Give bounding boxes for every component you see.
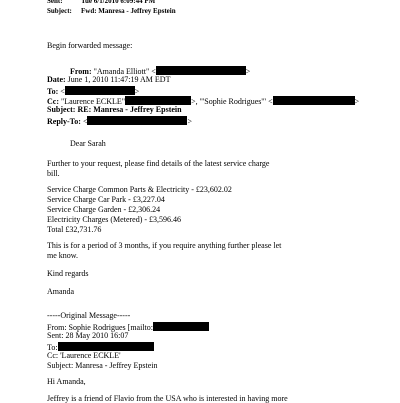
paragraph-line: Further to your request, please find details of the latest service charge [47, 159, 270, 168]
subject-value: Fwd: Manresa - Jeffrey Epstein [81, 7, 176, 15]
original-body-line: Jeffrey is a friend of Flavio from the USA who is interested in having more [47, 394, 288, 403]
fwd-date-row [47, 76, 170, 84]
fwd-cc-tail: > [354, 97, 360, 106]
fwd-replyto-row [47, 116, 192, 126]
greeting: Dear Sarah [70, 139, 106, 148]
fwd-replyto-tail: > [187, 117, 192, 126]
redaction-bar [125, 96, 191, 105]
fwd-subject-row [47, 106, 182, 114]
sent-label: Sent: [47, 0, 63, 5]
signature: Amanda [47, 287, 75, 296]
charge-total: Total £32,731.76 [47, 225, 102, 234]
original-subject: Subject: Manresa - Jeffrey Epstein [47, 361, 158, 370]
fwd-cc-sep: >, "'Sophie Rodrigues'" < [191, 97, 273, 106]
original-from-text: From: Sophie Rodrigues [mailto: [47, 323, 153, 332]
charge-line: Service Charge Garden - £2,306.24 [47, 205, 161, 214]
original-sent: Sent: 28 May 2010 16:07 [47, 331, 129, 340]
charge-line: Electricity Charges (Metered) - £3,596.46 [47, 215, 182, 224]
fwd-date-label: Date: [47, 75, 66, 84]
fwd-to-open: < [60, 87, 65, 96]
sent-value: Tue 6/1/2010 6:09:44 PM [81, 0, 156, 5]
charge-line: Service Charge Common Parts & Electricity - £23,602.02 [47, 185, 232, 194]
redaction-bar [58, 342, 154, 351]
paragraph-line: bill. [47, 169, 60, 178]
fwd-subject-value: RE: Manresa - Jeffrey Epstein [77, 105, 182, 114]
fwd-replyto-label: Reply-To: [47, 117, 81, 126]
subject-label: Subject: [47, 7, 72, 15]
fwd-cc-label: Cc: [47, 97, 59, 106]
fwd-to-tail: > [134, 87, 140, 96]
closing: Kind regards [47, 269, 89, 278]
original-to-text: To: [47, 343, 58, 352]
fwd-to-row [47, 86, 139, 96]
charge-line: Service Charge Car Park - £3,227.04 [47, 195, 165, 204]
paragraph-line: me know. [47, 251, 79, 260]
fwd-from-name: "Amanda Elliott" < [93, 67, 156, 76]
fwd-cc-name1: "Laurence ECKLE" [61, 97, 126, 106]
fwd-replyto-open: < [82, 117, 88, 126]
paragraph-line: This is for a period of 3 months, if you require anything further please let [47, 241, 282, 250]
header-sent-row [47, 0, 155, 5]
fwd-from-label: From: [70, 67, 92, 76]
header-subject-row [47, 8, 176, 15]
original-cc: Cc: 'Laurence ECKLE' [47, 351, 121, 360]
original-greeting: Hi Amanda, [47, 377, 86, 386]
forward-intro: Begin forwarded message: [47, 41, 133, 50]
fwd-from-tail: > [245, 67, 251, 76]
redaction-bar [87, 116, 187, 125]
redaction-bar [65, 86, 135, 95]
redaction-bar [273, 96, 355, 105]
fwd-date-value: June 1, 2010 11:47:19 AM EDT [67, 75, 171, 84]
redaction-bar [156, 66, 246, 75]
fwd-to-label: To: [47, 87, 59, 96]
redaction-bar [153, 322, 209, 331]
original-divider: -----Original Message----- [47, 311, 131, 320]
fwd-subject-label: Subject: [47, 105, 76, 114]
